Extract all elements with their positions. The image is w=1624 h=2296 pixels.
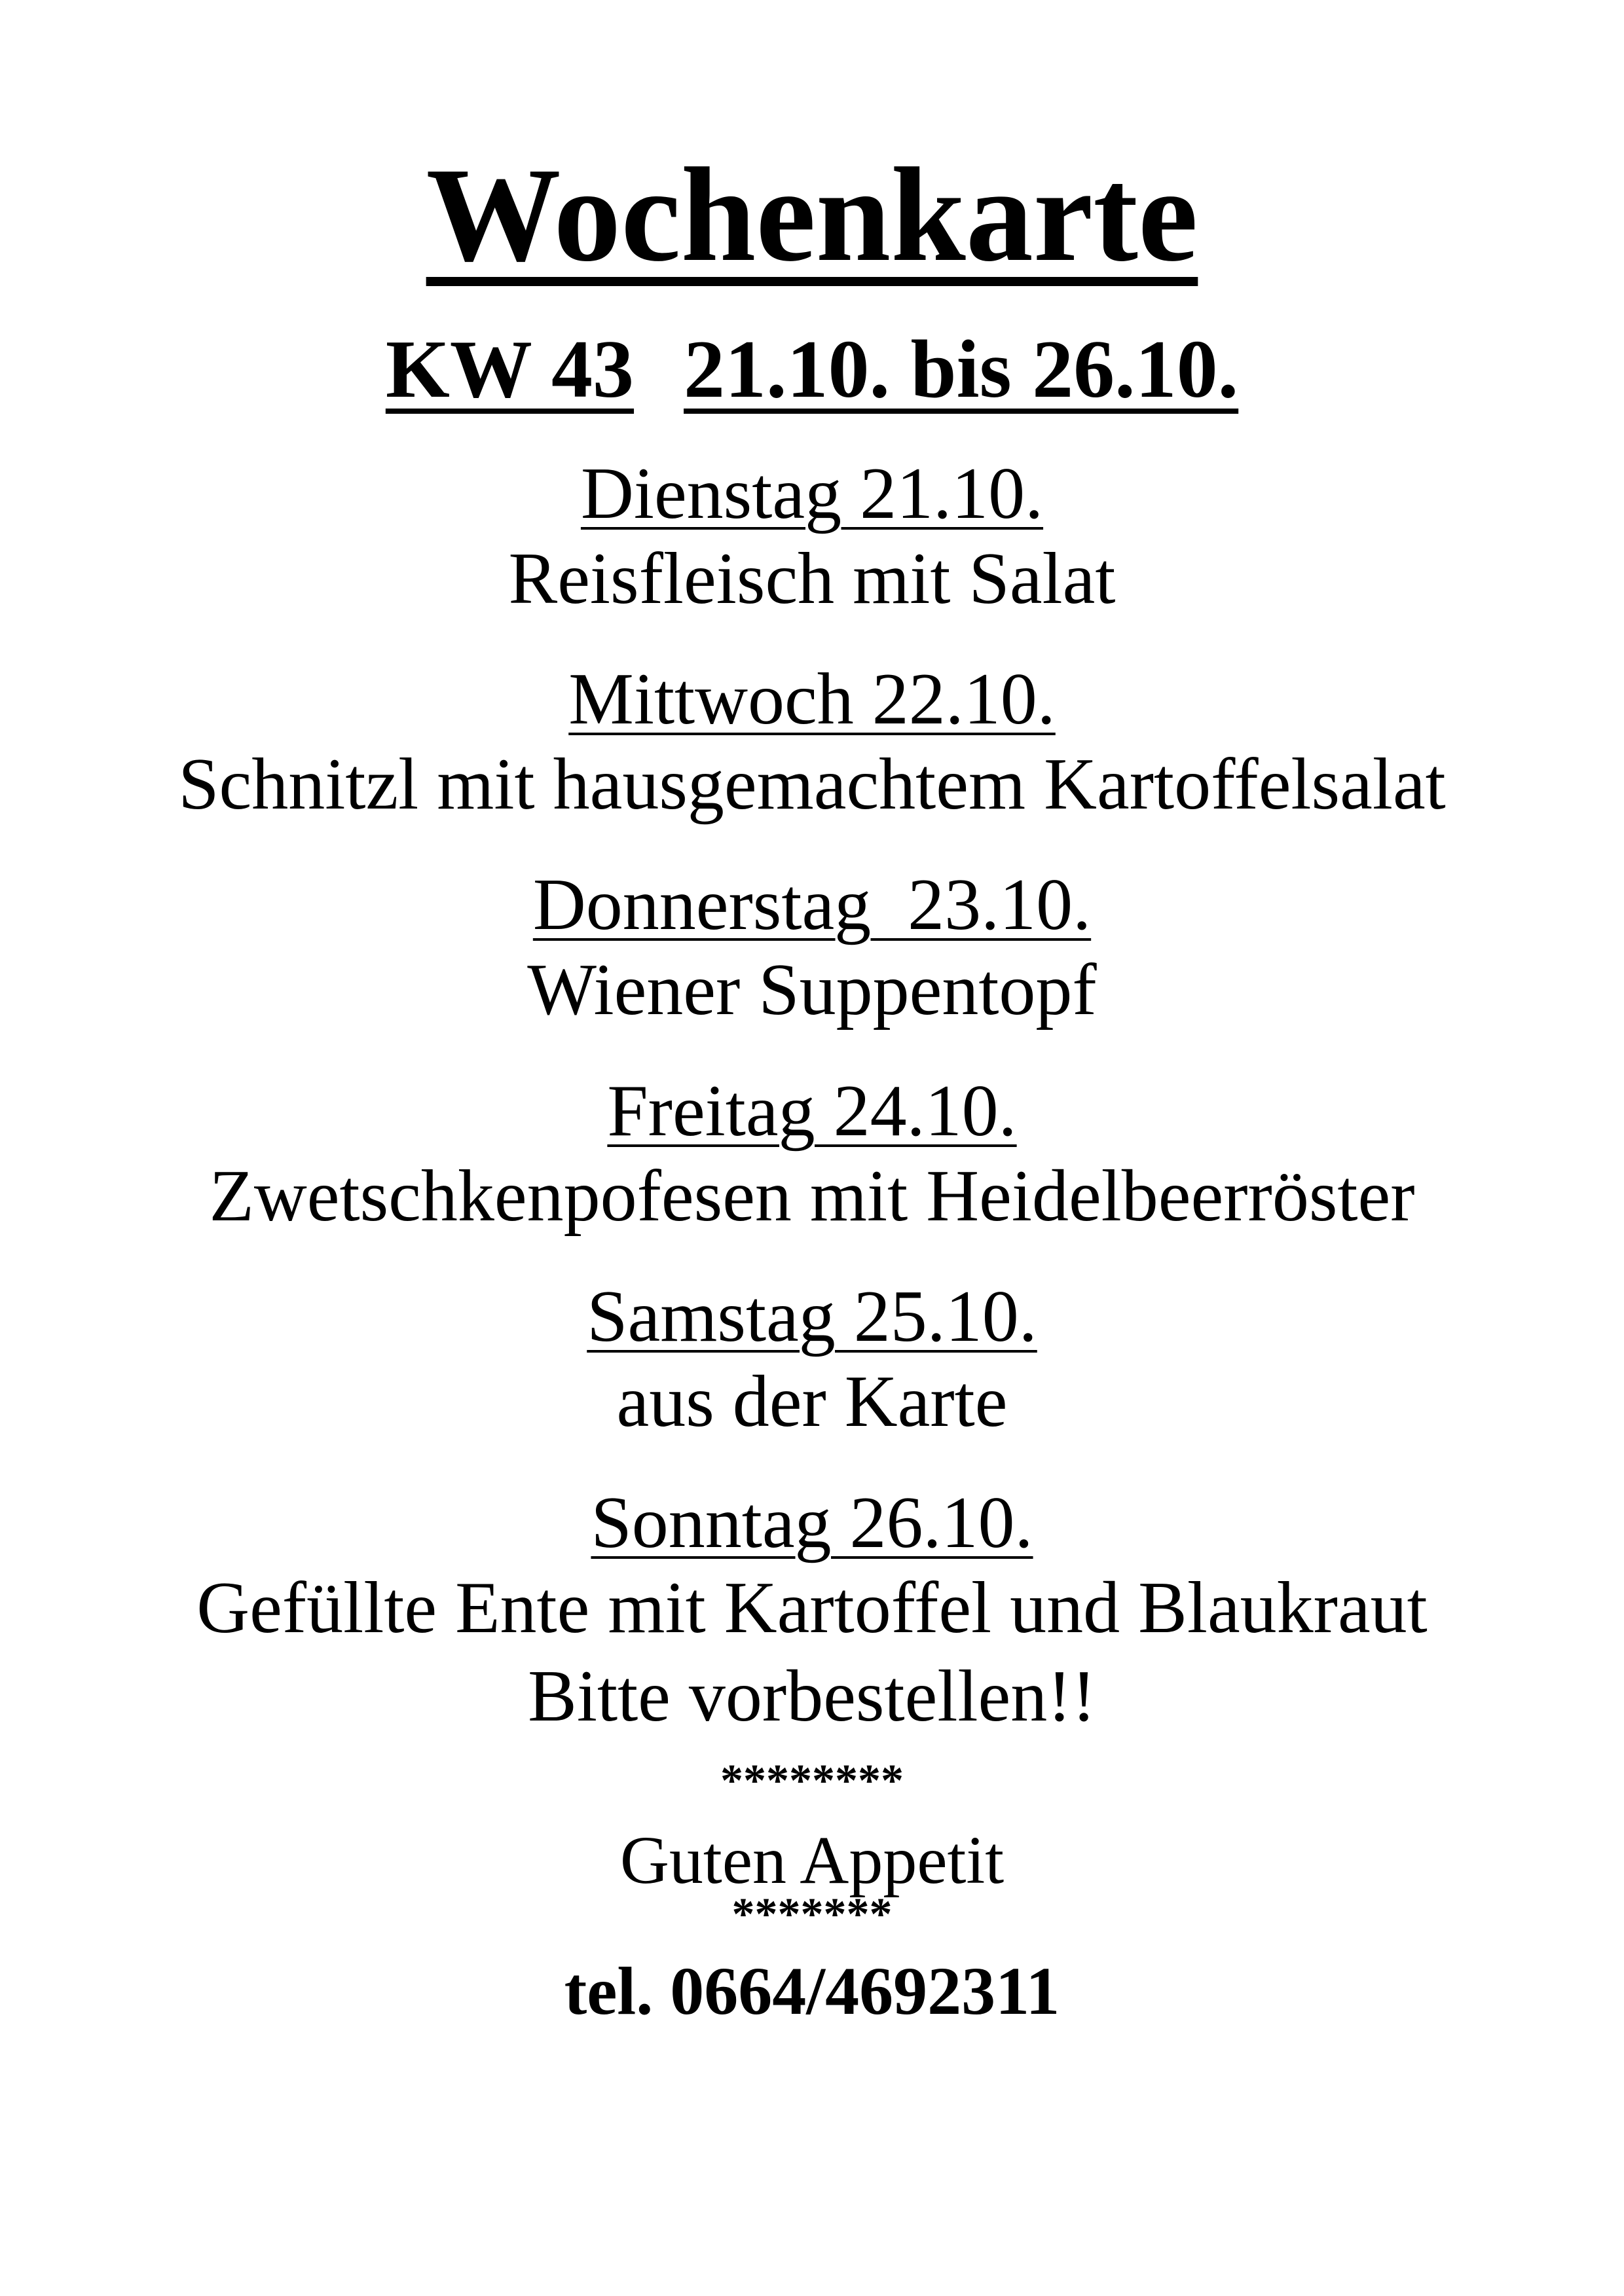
day-heading-saturday: Samstag 25.10.	[587, 1276, 1037, 1357]
week-label: KW 43	[385, 324, 635, 415]
date-range: 21.10. bis 26.10.	[684, 324, 1239, 415]
day-heading-wednesday: Mittwoch 22.10.	[568, 659, 1056, 740]
dish-saturday: aus der Karte	[616, 1361, 1008, 1442]
day-heading-tuesday: Dienstag 21.10.	[580, 453, 1044, 534]
dish-tuesday: Reisfleisch mit Salat	[508, 538, 1116, 619]
greeting: Guten Appetit	[619, 1823, 1005, 1898]
dish-sunday: Gefüllte Ente mit Kartoffel und Blaukraut	[196, 1567, 1428, 1649]
phone-number: tel. 0664/4692311	[564, 1954, 1060, 2029]
preorder-note: Bitte vorbestellen!!	[528, 1656, 1096, 1737]
day-heading-thursday: Donnerstag 23.10.	[532, 864, 1092, 945]
dish-thursday: Wiener Suppentopf	[527, 949, 1097, 1030]
page-title: Wochenkarte	[426, 139, 1198, 289]
dish-friday: Zwetschkenpofesen mit Heidelbeerröster	[209, 1156, 1415, 1237]
week-header	[0, 324, 1624, 415]
dish-wednesday: Schnitzl mit hausgemachtem Kartoffelsalat	[178, 744, 1446, 825]
day-heading-friday: Freitag 24.10.	[607, 1070, 1017, 1152]
separator-stars-bottom: *******	[731, 1889, 893, 1940]
separator-stars-top: ********	[720, 1756, 904, 1806]
day-heading-sunday: Sonntag 26.10.	[591, 1482, 1033, 1563]
